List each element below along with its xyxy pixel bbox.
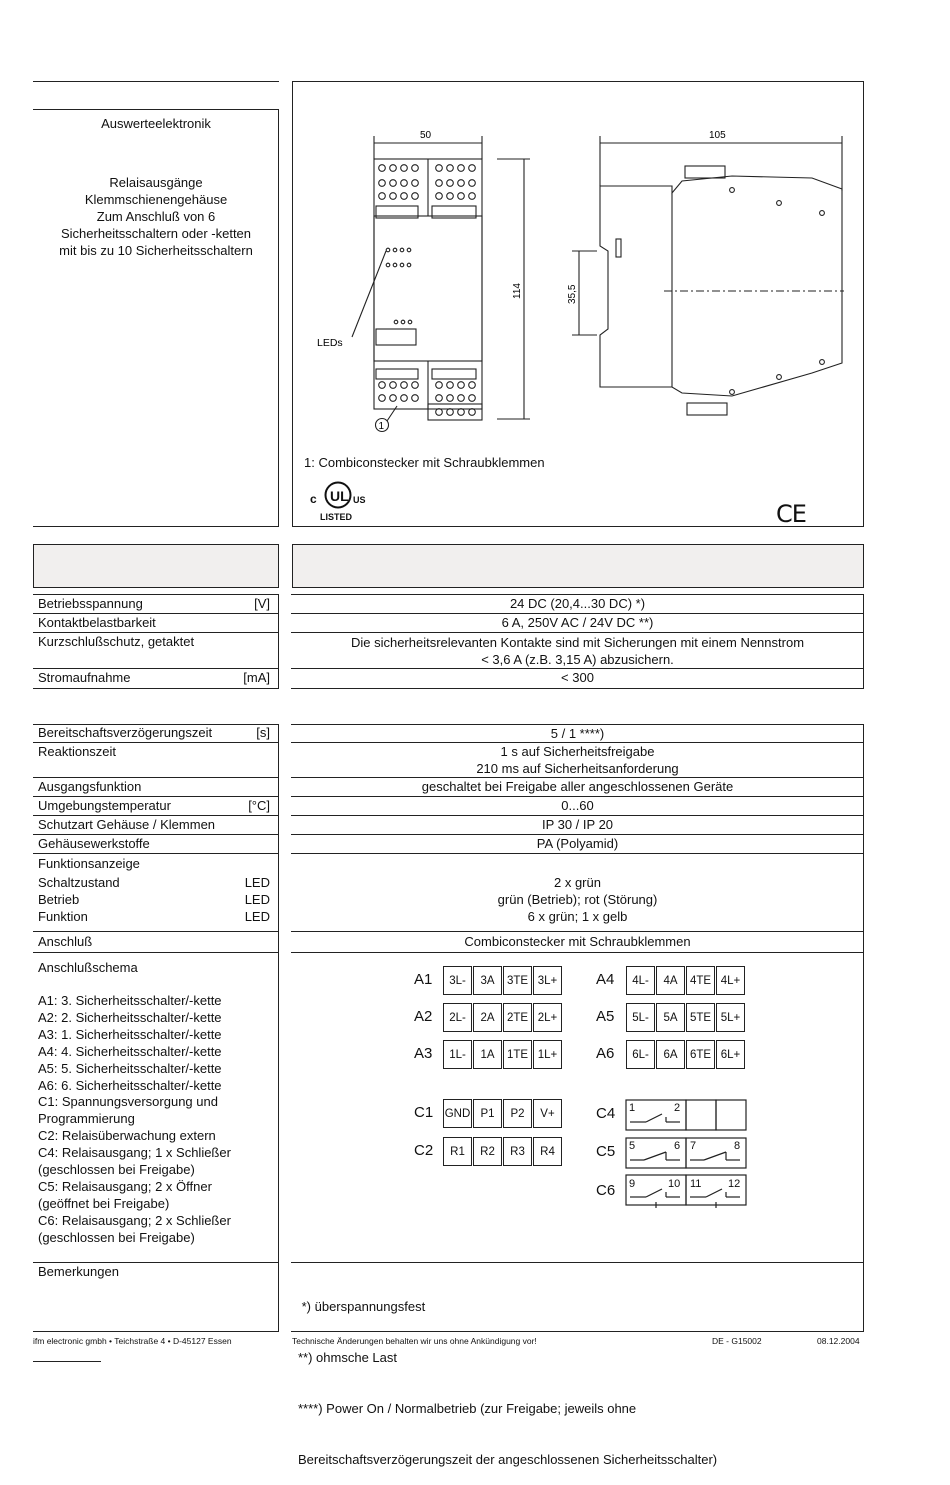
screw-terminals bbox=[379, 165, 476, 416]
terminal: 6A bbox=[656, 1040, 685, 1069]
terminal: 6L- bbox=[626, 1040, 655, 1069]
leds-label: LEDs bbox=[317, 337, 343, 349]
spec-value-cont: < 3,6 A (z.B. 3,15 A) abzusichern. bbox=[481, 652, 674, 667]
spec-value: geschaltet bei Freigabe aller angeschlossenen Geräte bbox=[421, 779, 734, 794]
rule bbox=[33, 931, 279, 932]
spec-value: PA (Polyamid) bbox=[536, 836, 619, 851]
rule bbox=[33, 668, 279, 669]
terminal: 2L- bbox=[443, 1003, 472, 1032]
schema-legend bbox=[38, 993, 231, 1247]
terminal: 1L- bbox=[443, 1040, 472, 1069]
spec-label: Gehäusewerkstoffe bbox=[38, 836, 150, 851]
relay-group-label: C6 bbox=[596, 1182, 616, 1199]
rule bbox=[33, 853, 279, 854]
relay-group-label: C5 bbox=[596, 1143, 616, 1160]
indicator-unit: LED bbox=[244, 875, 270, 890]
legend-line: C6: Relaisausgang; 2 x Schließer bbox=[38, 1212, 231, 1228]
rule bbox=[33, 742, 279, 743]
spec-unit: [mA] bbox=[243, 670, 270, 685]
relay-pin: 12 bbox=[728, 1178, 741, 1190]
indicator-label: Betrieb bbox=[38, 892, 80, 907]
terminal: GND bbox=[443, 1099, 472, 1128]
spec-value: Die sicherheitsrelevanten Kontakte sind mit Sicherungen mit einem Nennstrom bbox=[350, 635, 805, 650]
spec-label: Kurzschlußschutz, getaktet bbox=[38, 634, 195, 649]
rule bbox=[33, 688, 279, 689]
terminal: 3L+ bbox=[533, 966, 562, 995]
terminal: 2TE bbox=[503, 1003, 532, 1032]
terminal: 4L+ bbox=[716, 966, 745, 995]
top-left-rule-3 bbox=[33, 526, 279, 527]
footer-notice: Technische Änderungen behalten wir uns ohne Ankündigung vor! bbox=[292, 1336, 537, 1346]
rule bbox=[33, 815, 279, 816]
rule bbox=[291, 853, 864, 854]
relay-group-label: C4 bbox=[596, 1105, 616, 1122]
desc-line: Sicherheitsschaltern oder -ketten bbox=[60, 226, 252, 241]
spec-label: Reaktionszeit bbox=[38, 744, 117, 759]
rule bbox=[291, 688, 864, 689]
remark-line: ****) Power On / Normalbetrieb (zur Freigabe; jeweils ohne bbox=[298, 1401, 637, 1416]
rule bbox=[33, 613, 279, 614]
terminal: 1A bbox=[473, 1040, 502, 1069]
legend-line: A1: 3. Sicherheitsschalter/-kette bbox=[38, 993, 222, 1008]
terminal: 5L+ bbox=[716, 1003, 745, 1032]
rule bbox=[33, 952, 279, 953]
product-title: Auswerteelektronik bbox=[101, 116, 211, 131]
spec-label: Ausgangsfunktion bbox=[38, 779, 142, 794]
terminal: 4A bbox=[656, 966, 685, 995]
rule bbox=[291, 952, 864, 953]
desc-line: Zum Anschluß von 6 bbox=[96, 209, 216, 224]
terminal: 5L- bbox=[626, 1003, 655, 1032]
terminal: 3A bbox=[473, 966, 502, 995]
remarks-label: Bemerkungen bbox=[38, 1264, 119, 1279]
spec-label: Betriebsspannung bbox=[38, 596, 143, 611]
rule bbox=[33, 1262, 279, 1263]
rule bbox=[278, 724, 279, 1262]
terminal: R4 bbox=[533, 1137, 562, 1166]
terminal: 2L+ bbox=[533, 1003, 562, 1032]
rule bbox=[291, 632, 864, 633]
remark-line: Bereitschaftsverzögerungszeit der angeschlossenen Sicherheitsschalter) bbox=[298, 1452, 718, 1467]
spec-unit: [°C] bbox=[248, 798, 270, 813]
desc-line: mit bis zu 10 Sicherheitsschaltern bbox=[59, 243, 253, 258]
svg-text:c: c bbox=[310, 492, 317, 506]
left-column-divider bbox=[278, 109, 279, 527]
funktionsanzeige-title: Funktionsanzeige bbox=[38, 856, 140, 871]
terminal: 6L+ bbox=[716, 1040, 745, 1069]
rule bbox=[863, 1262, 864, 1332]
terminal: 4L- bbox=[626, 966, 655, 995]
legend-line: C5: Relaisausgang; 2 x Öffner bbox=[38, 1178, 212, 1194]
terminal: 3L- bbox=[443, 966, 472, 995]
relay-pin: 8 bbox=[734, 1140, 741, 1152]
relay-pin: 2 bbox=[674, 1102, 681, 1114]
top-left-rule-2 bbox=[33, 109, 279, 110]
legend-line: A3: 1. Sicherheitsschalter/-kette bbox=[38, 1026, 222, 1042]
remark-line: *) überspannungsfest bbox=[298, 1299, 426, 1314]
spec-value: < 300 bbox=[561, 670, 594, 685]
spec-label: Stromaufnahme bbox=[38, 670, 131, 685]
dim-height-text: 114 bbox=[512, 283, 523, 299]
legend-line: C4: Relaisausgang; 1 x Schließer bbox=[38, 1145, 231, 1161]
spec-label: Umgebungstemperatur bbox=[38, 798, 171, 813]
rule bbox=[291, 1262, 864, 1263]
footer-company: ifm electronic gmbh • Teichstraße 4 • D-45127 Essen bbox=[33, 1336, 232, 1346]
svg-text:LISTED: LISTED bbox=[320, 512, 353, 522]
terminal: R1 bbox=[443, 1137, 472, 1166]
legend-line: (geschlossen bei Freigabe) bbox=[38, 1162, 195, 1178]
footer-rule bbox=[33, 1361, 101, 1362]
top-left-rule bbox=[33, 81, 279, 82]
terminal: P1 bbox=[473, 1099, 502, 1128]
desc-line: Relaisausgänge bbox=[109, 175, 203, 190]
product-description bbox=[33, 174, 279, 259]
indicator-label: Schaltzustand bbox=[38, 875, 120, 890]
rule bbox=[278, 594, 279, 689]
anschluss-label: Anschluß bbox=[38, 934, 93, 949]
terminal: 3TE bbox=[503, 966, 532, 995]
spec-unit: [V] bbox=[254, 596, 270, 611]
terminal-group-label: A1 bbox=[414, 971, 433, 988]
spec-label: Schutzart Gehäuse / Klemmen bbox=[38, 817, 216, 832]
terminal: 6TE bbox=[686, 1040, 715, 1069]
terminal: 4TE bbox=[686, 966, 715, 995]
terminal: 1TE bbox=[503, 1040, 532, 1069]
header-bar-left bbox=[33, 544, 279, 588]
relay-pin: 7 bbox=[690, 1140, 697, 1152]
dim-depth-text: 105 bbox=[709, 130, 726, 141]
terminal-group-label: C2 bbox=[414, 1142, 434, 1159]
dim-rail-text: 35,5 bbox=[567, 284, 578, 304]
rule bbox=[33, 594, 279, 595]
desc-line: Klemmschienengehäuse bbox=[84, 192, 228, 207]
rule bbox=[278, 1262, 279, 1332]
marker-number: 1 bbox=[378, 421, 385, 432]
legend-line: A5: 5. Sicherheitsschalter/-kette bbox=[38, 1060, 222, 1076]
terminal-group-label: C1 bbox=[414, 1104, 434, 1121]
spec-value: 6 A, 250V AC / 24V DC **) bbox=[501, 615, 654, 630]
footer-doc-number: DE - G15002 bbox=[712, 1336, 762, 1346]
indicator-value: 6 x grün; 1 x gelb bbox=[527, 909, 628, 924]
spec-value: 5 / 1 ****) bbox=[550, 726, 605, 741]
rule bbox=[33, 632, 279, 633]
rule bbox=[33, 834, 279, 835]
terminal-group-label: A2 bbox=[414, 1008, 433, 1025]
legend-line: Programmierung bbox=[38, 1111, 135, 1127]
relay-pin: 1 bbox=[629, 1102, 636, 1114]
rule bbox=[33, 777, 279, 778]
spec-value: 24 DC (20,4...30 DC) *) bbox=[509, 596, 646, 611]
terminal: 2A bbox=[473, 1003, 502, 1032]
terminal: 1L+ bbox=[533, 1040, 562, 1069]
spec-value: 1 s auf Sicherheitsfreigabe bbox=[500, 744, 655, 759]
spec-value-cont: 210 ms auf Sicherheitsanforderung bbox=[476, 761, 679, 776]
relay-contacts-diagram bbox=[624, 1098, 748, 1208]
terminal-group-label: A3 bbox=[414, 1045, 433, 1062]
remarks-text bbox=[298, 1264, 717, 1485]
header-bar-right bbox=[292, 544, 864, 588]
legend-line: A6: 6. Sicherheitsschalter/-kette bbox=[38, 1077, 222, 1093]
terminal: 5A bbox=[656, 1003, 685, 1032]
rule bbox=[33, 796, 279, 797]
terminal: 5TE bbox=[686, 1003, 715, 1032]
drawing-caption: 1: Combiconstecker mit Schraubklemmen bbox=[304, 455, 545, 470]
spec-unit: [s] bbox=[256, 725, 270, 740]
legend-line: C1: Spannungsversorgung und bbox=[38, 1094, 218, 1110]
indicator-unit: LED bbox=[244, 909, 270, 924]
legend-line: (geschlossen bei Freigabe) bbox=[38, 1229, 195, 1245]
footer-date: 08.12.2004 bbox=[817, 1336, 860, 1346]
indicator-unit: LED bbox=[244, 892, 270, 907]
remark-line: **) ohmsche Last bbox=[298, 1350, 397, 1365]
indicator-value: 2 x grün bbox=[554, 875, 601, 890]
schema-title: Anschlußschema bbox=[38, 960, 138, 975]
legend-line: (geöffnet bei Freigabe) bbox=[38, 1195, 170, 1211]
rule bbox=[33, 1331, 279, 1332]
relay-pin: 6 bbox=[674, 1140, 681, 1152]
indicator-value: grün (Betrieb); rot (Störung) bbox=[497, 892, 658, 907]
svg-text:UL: UL bbox=[330, 488, 349, 504]
legend-line: A2: 2. Sicherheitsschalter/-kette bbox=[38, 1009, 222, 1025]
relay-pin: 9 bbox=[629, 1178, 636, 1190]
terminal: R3 bbox=[503, 1137, 532, 1166]
terminal-group-label: A6 bbox=[596, 1045, 615, 1062]
terminal-group-label: A5 bbox=[596, 1008, 615, 1025]
relay-pin: 11 bbox=[690, 1178, 702, 1190]
relay-pin: 5 bbox=[629, 1140, 636, 1152]
spec-value: 0...60 bbox=[561, 798, 594, 813]
relay-pin: 10 bbox=[668, 1178, 681, 1190]
terminal: V+ bbox=[533, 1099, 562, 1128]
terminal: R2 bbox=[473, 1137, 502, 1166]
legend-line: A4: 4. Sicherheitsschalter/-kette bbox=[38, 1043, 222, 1059]
svg-text:US: US bbox=[353, 495, 366, 505]
ce-mark: CE bbox=[776, 500, 806, 528]
indicator-label: Funktion bbox=[38, 909, 88, 924]
spec-label: Bereitschaftsverzögerungszeit bbox=[38, 725, 213, 740]
terminal-group-label: A4 bbox=[596, 971, 615, 988]
anschluss-value: Combiconstecker mit Schraubklemmen bbox=[464, 934, 691, 949]
spec-value: IP 30 / IP 20 bbox=[541, 817, 614, 832]
ul-listed-logo bbox=[309, 476, 373, 524]
spec-label: Kontaktbelastbarkeit bbox=[38, 615, 156, 630]
legend-line: C2: Relaisüberwachung extern bbox=[38, 1128, 216, 1144]
terminal: P2 bbox=[503, 1099, 532, 1128]
dim-width-text: 50 bbox=[420, 130, 432, 141]
rule bbox=[291, 931, 864, 932]
